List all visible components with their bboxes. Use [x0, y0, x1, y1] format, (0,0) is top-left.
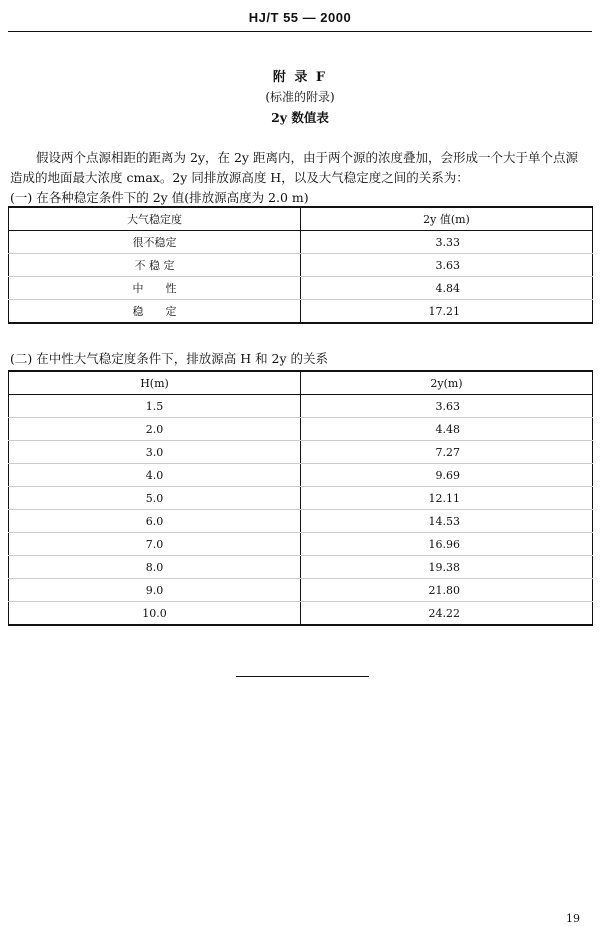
appendix-title: 附 录 F — [272, 70, 328, 85]
table-cell: 不 稳 定 — [9, 254, 301, 277]
table-row — [9, 395, 593, 418]
table-row — [9, 487, 593, 510]
table-row — [9, 277, 593, 300]
table-cell: 14.53 — [301, 510, 593, 533]
table-cell: 4.48 — [301, 418, 593, 441]
table-cell: 21.80 — [301, 579, 593, 602]
table-cell: 1.5 — [9, 395, 301, 418]
table-cell: 4.0 — [9, 464, 301, 487]
table-cell: 8.0 — [9, 556, 301, 579]
table-cell: 6.0 — [9, 510, 301, 533]
appendix-name: 2y 数值表 — [271, 110, 329, 125]
table-cell: 9.0 — [9, 579, 301, 602]
table-row — [9, 556, 593, 579]
appendix-subtitle: (标准的附录) — [265, 90, 335, 104]
table-cell: 7.27 — [301, 441, 593, 464]
height-table — [8, 370, 593, 626]
table-row — [9, 602, 593, 626]
table-cell: 中 性 — [9, 277, 301, 300]
table-cell: 3.33 — [301, 231, 593, 254]
table-row — [9, 300, 593, 324]
table-row — [9, 464, 593, 487]
table-row — [9, 418, 593, 441]
section1-label: (一) 在各种稳定条件下的 2y 值(排放源高度为 2.0 m) — [10, 190, 309, 205]
column-header: 大气稳定度 — [9, 207, 301, 231]
section2-label: (二) 在中性大气稳定度条件下，排放源高 H 和 2y 的关系 — [10, 351, 329, 366]
column-header: H(m) — [9, 371, 301, 395]
table-cell: 2.0 — [9, 418, 301, 441]
table-cell: 3.63 — [301, 254, 593, 277]
table-cell: 7.0 — [9, 533, 301, 556]
table-cell: 4.84 — [301, 277, 593, 300]
table-cell: 9.69 — [301, 464, 593, 487]
table-cell: 3.63 — [301, 395, 593, 418]
standard-code: HJ/T 55 — 2000 — [248, 10, 352, 25]
table-row — [9, 533, 593, 556]
table-cell: 19.38 — [301, 556, 593, 579]
table-cell: 24.22 — [301, 602, 593, 626]
table-row — [9, 579, 593, 602]
intro-line-1: 假设两个点源相距的距离为 2y，在 2y 距离内，由于两个源的浓度叠加，会形成一个大于单个点源 — [36, 150, 578, 165]
column-header: 2y(m) — [301, 371, 593, 395]
table-row — [9, 254, 593, 277]
column-header: 2y 值(m) — [301, 207, 593, 231]
table-cell: 10.0 — [9, 602, 301, 626]
table-cell: 5.0 — [9, 487, 301, 510]
table-cell: 16.96 — [301, 533, 593, 556]
table-header-row — [9, 207, 593, 231]
table-cell: 很不稳定 — [9, 231, 301, 254]
table-row — [9, 441, 593, 464]
table-cell: 3.0 — [9, 441, 301, 464]
page-number: 19 — [566, 912, 580, 925]
section-end-rule — [236, 676, 369, 677]
table-cell: 17.21 — [301, 300, 593, 324]
table-cell: 稳 定 — [9, 300, 301, 324]
table-header-row — [9, 371, 593, 395]
header-rule — [8, 31, 592, 32]
stability-table — [8, 206, 593, 324]
table-row — [9, 510, 593, 533]
intro-line-2: 造成的地面最大浓度 cmax。2y 同排放源高度 H，以及大气稳定度之间的关系为： — [10, 170, 469, 185]
intro-paragraph — [10, 148, 594, 188]
table-row — [9, 231, 593, 254]
table-cell: 12.11 — [301, 487, 593, 510]
